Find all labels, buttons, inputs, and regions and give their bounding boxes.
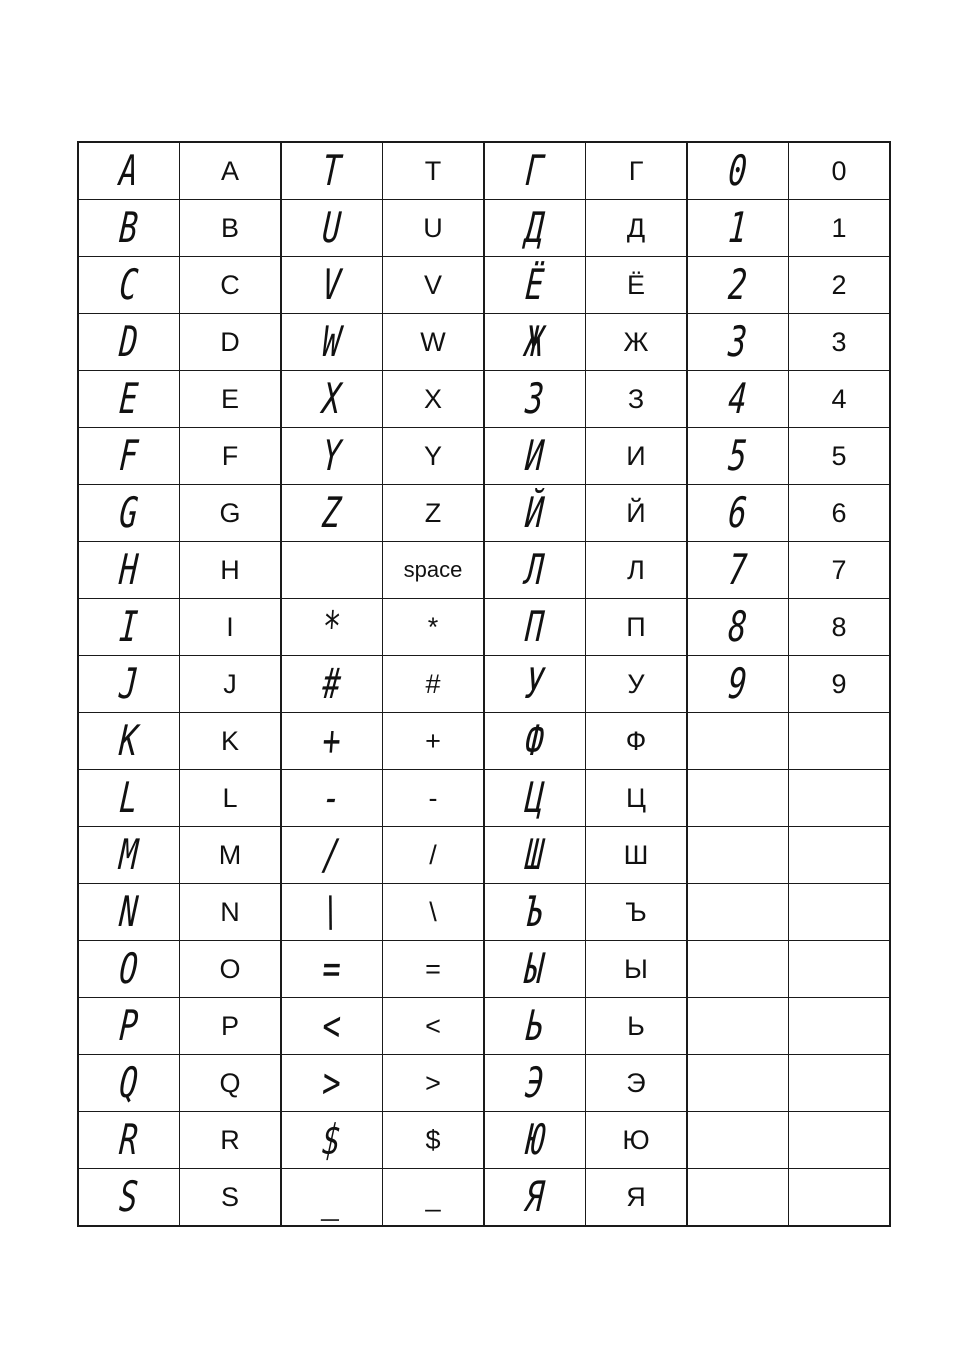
character-cell: Y [383,428,485,485]
segment-glyph: Я [524,1172,546,1221]
segment-glyph: Ё [524,260,546,309]
segment-glyph: C [118,260,140,309]
character-cell: F [180,428,282,485]
character-cell: E [180,371,282,428]
segment-glyph: A [118,146,140,195]
character-table [77,141,891,1227]
glyph-cell [78,1112,180,1169]
glyph-cell [78,314,180,371]
glyph-cell [78,656,180,713]
segment-glyph: N [118,887,140,936]
segment-glyph: 8 [727,602,749,651]
character-cell: D [180,314,282,371]
character-cell: / [383,827,485,884]
character-cell: H [180,542,282,599]
glyph-cell [484,884,586,941]
glyph-cell [78,884,180,941]
character-cell: Я [586,1169,688,1227]
segment-glyph: V [321,260,343,309]
segment-glyph: У [524,659,546,708]
character-cell: Ь [586,998,688,1055]
table-row [78,884,890,941]
glyph-cell [484,200,586,257]
glyph-cell [484,713,586,770]
segment-glyph: < [321,1001,343,1050]
segment-glyph: Ы [524,944,546,993]
segment-glyph: Ь [524,1001,546,1050]
character-cell: U [383,200,485,257]
glyph-cell [281,884,383,941]
character-cell: Ю [586,1112,688,1169]
character-cell: R [180,1112,282,1169]
segment-glyph: # [321,659,343,708]
glyph-cell [687,827,789,884]
table-row [78,257,890,314]
glyph-cell [78,998,180,1055]
glyph-cell [281,656,383,713]
glyph-cell [687,542,789,599]
glyph-cell [78,200,180,257]
glyph-cell [687,428,789,485]
character-cell: space [383,542,485,599]
glyph-cell [687,142,789,200]
character-cell: З [586,371,688,428]
character-cell: Й [586,485,688,542]
character-cell: П [586,599,688,656]
glyph-cell [484,1169,586,1227]
segment-glyph: F [118,431,140,480]
character-cell: Э [586,1055,688,1112]
glyph-cell [484,257,586,314]
glyph-cell [687,314,789,371]
glyph-cell [78,1055,180,1112]
glyph-cell [281,371,383,428]
segment-glyph: 1 [727,203,749,252]
table-row [78,1112,890,1169]
glyph-cell [78,599,180,656]
glyph-cell [78,542,180,599]
character-cell: Ы [586,941,688,998]
character-cell: 3 [789,314,891,371]
segment-glyph: 0 [727,146,749,195]
segment-glyph: H [118,545,140,594]
segment-glyph: + [321,716,343,765]
segment-glyph: 6 [727,488,749,537]
segment-glyph: Ю [524,1115,546,1164]
character-cell: J [180,656,282,713]
character-cell: Ц [586,770,688,827]
glyph-cell [484,599,586,656]
character-cell [789,1169,891,1227]
glyph-cell [484,1112,586,1169]
glyph-cell [281,257,383,314]
character-cell [789,884,891,941]
segment-glyph: K [118,716,140,765]
character-cell: 4 [789,371,891,428]
glyph-cell [687,1112,789,1169]
segment-glyph: 2 [727,260,749,309]
character-cell: = [383,941,485,998]
glyph-cell [484,656,586,713]
segment-glyph: D [118,317,140,366]
glyph-cell [687,371,789,428]
table-row [78,1055,890,1112]
segment-glyph: Д [524,203,546,252]
glyph-cell [281,770,383,827]
character-cell: T [383,142,485,200]
table-row [78,827,890,884]
segment-glyph: Z [321,488,343,537]
table-row [78,1169,890,1227]
glyph-cell [484,770,586,827]
glyph-cell [687,257,789,314]
character-cell [789,998,891,1055]
glyph-cell [78,428,180,485]
segment-glyph: G [118,488,140,537]
segment-glyph: B [118,203,140,252]
character-cell: Ё [586,257,688,314]
segment-glyph: 3 [727,317,749,366]
character-cell: M [180,827,282,884]
character-cell: _ [383,1169,485,1227]
glyph-cell [78,941,180,998]
glyph-cell [78,713,180,770]
segment-glyph: - [321,773,343,822]
glyph-cell [687,1055,789,1112]
character-cell: A [180,142,282,200]
table-row [78,200,890,257]
segment-glyph: Й [524,488,546,537]
character-cell: K [180,713,282,770]
character-cell: И [586,428,688,485]
segment-glyph: > [321,1058,343,1107]
character-cell: + [383,713,485,770]
table-row [78,998,890,1055]
segment-glyph: Ф [524,716,546,765]
character-cell: * [383,599,485,656]
segment-glyph: = [321,944,343,993]
character-cell: V [383,257,485,314]
segment-glyph: $ [321,1115,343,1164]
character-table-body [78,142,890,1226]
table-row [78,941,890,998]
segment-glyph: _ [321,1172,343,1221]
character-cell: W [383,314,485,371]
character-cell: 8 [789,599,891,656]
glyph-cell [484,542,586,599]
character-cell: Ф [586,713,688,770]
table-row [78,599,890,656]
glyph-cell [281,428,383,485]
glyph-cell [281,542,383,599]
glyph-cell [78,142,180,200]
character-cell: C [180,257,282,314]
character-cell: N [180,884,282,941]
glyph-cell [687,656,789,713]
segment-glyph: I [118,602,140,651]
glyph-cell [281,485,383,542]
character-cell: < [383,998,485,1055]
character-cell: B [180,200,282,257]
glyph-cell [281,713,383,770]
segment-glyph: R [118,1115,140,1164]
segment-glyph: 9 [727,659,749,708]
segment-glyph: Q [118,1058,140,1107]
glyph-cell [78,371,180,428]
segment-glyph: Л [524,545,546,594]
segment-glyph: Ш [524,830,546,879]
segment-glyph: Y [321,431,343,480]
segment-glyph: Г [524,146,546,195]
glyph-cell [281,1055,383,1112]
glyph-cell [687,200,789,257]
segment-glyph: T [321,146,343,195]
glyph-cell [687,1169,789,1227]
glyph-cell [281,1112,383,1169]
glyph-cell [687,485,789,542]
character-cell: Z [383,485,485,542]
glyph-cell [78,1169,180,1227]
glyph-cell [484,371,586,428]
character-cell: P [180,998,282,1055]
segment-glyph: Ъ [524,887,546,936]
segment-glyph: O [118,944,140,993]
character-cell: 5 [789,428,891,485]
character-cell: Q [180,1055,282,1112]
character-cell: - [383,770,485,827]
segment-glyph: 4 [727,374,749,423]
glyph-cell [281,1169,383,1227]
glyph-cell [281,599,383,656]
character-cell: > [383,1055,485,1112]
glyph-cell [78,257,180,314]
glyph-cell [687,884,789,941]
character-cell: 2 [789,257,891,314]
table-row [78,428,890,485]
segment-glyph: U [321,203,343,252]
glyph-cell [687,941,789,998]
table-row [78,770,890,827]
glyph-cell [281,314,383,371]
table-row [78,371,890,428]
character-cell: 7 [789,542,891,599]
character-cell: Л [586,542,688,599]
character-cell: I [180,599,282,656]
segment-glyph: \ [321,887,343,936]
table-row [78,142,890,200]
character-cell: Ъ [586,884,688,941]
segment-glyph: L [118,773,140,822]
character-cell [789,713,891,770]
segment-glyph: * [321,602,343,651]
segment-glyph: W [321,317,343,366]
segment-glyph: Ж [524,317,546,366]
segment-glyph: M [118,830,140,879]
character-cell: 6 [789,485,891,542]
glyph-cell [484,485,586,542]
glyph-cell [484,1055,586,1112]
character-cell: Д [586,200,688,257]
character-cell: Ж [586,314,688,371]
table-row [78,713,890,770]
segment-glyph: П [524,602,546,651]
character-cell: S [180,1169,282,1227]
table-row [78,314,890,371]
table-row [78,485,890,542]
glyph-cell [687,770,789,827]
glyph-cell [78,827,180,884]
glyph-cell [78,485,180,542]
glyph-cell [281,142,383,200]
character-cell: # [383,656,485,713]
segment-glyph: Э [524,1058,546,1107]
character-cell: X [383,371,485,428]
glyph-cell [484,314,586,371]
character-cell [789,770,891,827]
segment-glyph: И [524,431,546,480]
glyph-cell [484,998,586,1055]
segment-glyph: 7 [727,545,749,594]
glyph-cell [78,770,180,827]
character-cell [789,1112,891,1169]
glyph-cell [281,827,383,884]
glyph-cell [281,998,383,1055]
character-cell: $ [383,1112,485,1169]
character-cell: G [180,485,282,542]
glyph-cell [687,713,789,770]
character-cell [789,1055,891,1112]
segment-glyph: / [321,830,343,879]
table-row [78,656,890,713]
glyph-cell [484,428,586,485]
glyph-cell [484,827,586,884]
character-cell: Г [586,142,688,200]
glyph-cell [281,200,383,257]
character-cell [789,941,891,998]
table-row [78,542,890,599]
glyph-cell [281,941,383,998]
character-cell: 9 [789,656,891,713]
character-cell: \ [383,884,485,941]
segment-glyph: P [118,1001,140,1050]
character-cell: Ш [586,827,688,884]
glyph-cell [484,142,586,200]
glyph-cell [687,599,789,656]
character-cell [789,827,891,884]
character-cell: O [180,941,282,998]
glyph-cell [687,998,789,1055]
character-cell: 1 [789,200,891,257]
character-cell: L [180,770,282,827]
glyph-cell [484,941,586,998]
character-cell: 0 [789,142,891,200]
segment-glyph: E [118,374,140,423]
segment-glyph: Ц [524,773,546,822]
segment-glyph: X [321,374,343,423]
segment-glyph: J [118,659,140,708]
segment-glyph: 5 [727,431,749,480]
character-cell: У [586,656,688,713]
segment-glyph: З [524,374,546,423]
segment-glyph: S [118,1172,140,1221]
